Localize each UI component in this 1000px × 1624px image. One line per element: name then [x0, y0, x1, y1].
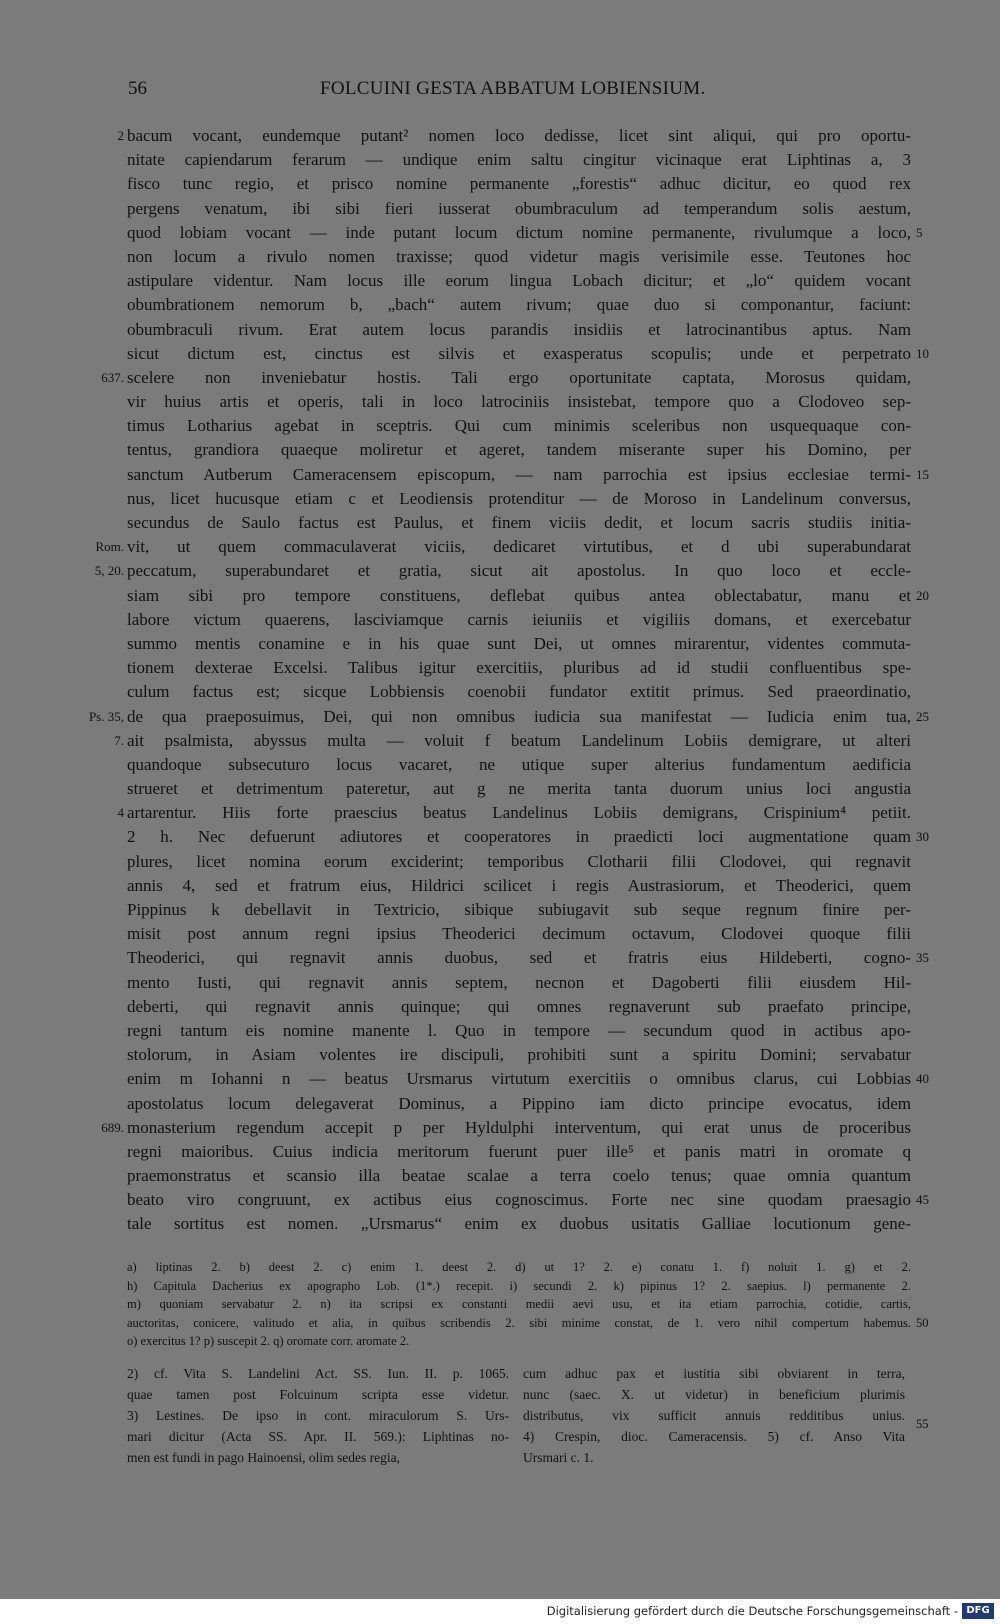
line-text: obumbrationem nemorum b, „bach“ autem rivum; quae duo si componantur, faciunt: [127, 295, 911, 315]
line-text: 2 h. Nec defuerunt adiutores et cooperatores in praedicti loci augmentatione quam [127, 827, 911, 847]
line-text: Pippinus k debellavit in Textricio, sibique subiugavit sub seque regnum finire per- [127, 900, 911, 919]
apparatus-line [0, 1295, 1000, 1314]
text-line [0, 922, 1000, 946]
line-text: Theoderici, qui regnavit annis duobus, sed et fratris eius Hildeberti, cogno- [127, 948, 911, 968]
line-text: apostolatus locum delegaverat Dominus, a Pippino iam dicto principe evocatus, idem [127, 1093, 911, 1113]
footnote-line: cum adhuc pax et iustitia sibi obviarent in terra, [523, 1366, 905, 1381]
margin-reference: 5, 20. [94, 563, 124, 579]
text-line [0, 801, 1000, 825]
page-header [0, 78, 1000, 108]
text-line [0, 342, 1000, 366]
line-number: 30 [916, 829, 929, 845]
dfg-logo: DFG [962, 1603, 994, 1619]
line-text: plures, licet nomina eorum exciderint; temporibus Clotharii filii Clodovei, qui regnavit [127, 851, 911, 871]
text-line [0, 825, 1000, 849]
page-number: 56 [128, 78, 147, 99]
line-text: enim m Iohanni n — beatus Ursmarus virtutum exercitiis o omnibus clarus, cui Lobbias [127, 1069, 911, 1089]
footnote-line: 3) Lestines. De ipso in cont. miraculorum S. Urs- [127, 1408, 509, 1423]
apparatus-line [0, 1277, 1000, 1296]
footnote-line: distributus, vix sufficit annuis redditibus unius. [523, 1408, 905, 1423]
text-line [0, 535, 1000, 559]
text-line [0, 1092, 1000, 1116]
footnote-line: 2) cf. Vita S. Landelini Act. SS. Iun. II. p. 1065. [127, 1366, 509, 1381]
footnote-line: quae tamen post Folcuinum scripta esse videtur. [127, 1387, 509, 1402]
line-text: fisco tunc regio, et prisco nomine permanente „forestis“ adhuc dicitur, eo quod rex [127, 174, 911, 194]
apparatus-text: a) liptinas 2. b) deest 2. c) enim 1. deest 2. d) ut 1? 2. e) conatu 1. f) noluit 1. g) et 2. [127, 1260, 911, 1274]
text-line [0, 656, 1000, 680]
margin-reference: 4 [117, 805, 124, 821]
line-number: 25 [916, 708, 929, 724]
line-text: obumbraculi rivum. Erat autem locus parandis insidiis et latrocinantibus aptus. Nam [127, 319, 911, 339]
digitization-bar [0, 1599, 1000, 1624]
margin-reference: Ps. 35, [88, 708, 124, 724]
text-line [0, 946, 1000, 970]
text-line [0, 366, 1000, 390]
line-text: summo mentis conamine e in his quae sunt Dei, ut omnes mirarentur, videntes commuta- [127, 633, 911, 653]
margin-reference: 7. [114, 732, 124, 748]
footnote-line: men est fundi in pago Hainoensi, olim sedes regia, [127, 1450, 400, 1465]
text-line [0, 898, 1000, 922]
text-line [0, 632, 1000, 656]
footnote-line-number: 55 [916, 1417, 929, 1431]
line-number: 10 [916, 345, 929, 361]
apparatus-line [0, 1332, 1000, 1351]
text-line [0, 995, 1000, 1019]
apparatus-line [0, 1258, 1000, 1277]
footnote-line: nunc (saec. X. ut videtur) in beneficium plurimis [523, 1387, 905, 1402]
line-text: regni maioribus. Cuius indicia meritorum fuerunt puer ille⁵ et panis matri in oromate q [127, 1141, 911, 1161]
line-text: sanctum Autberum Cameracensem episcopum, — nam parrochia est ipsius ecclesiae termi- [127, 464, 911, 484]
text-line [0, 318, 1000, 342]
text-line [0, 777, 1000, 801]
text-line [0, 463, 1000, 487]
critical-apparatus [0, 1258, 1000, 1351]
footnote-line: Ursmari c. 1. [523, 1450, 594, 1465]
line-text: beato viro congruunt, ex actibus eius cognoscimus. Forte nec sine quodam praesagio [127, 1190, 911, 1210]
text-line [0, 1019, 1000, 1043]
line-text: mento Iusti, qui regnavit annis septem, necnon et Dagoberti filii eiusdem Hil- [127, 972, 911, 992]
margin-reference: 2 [117, 128, 124, 143]
apparatus-text: m) quoniam servabatur 2. n) ita scripsi ex constanti medii aevi usu, et ita etiam parrochia, cotidie, cartis, [127, 1297, 911, 1311]
text-line [0, 705, 1000, 729]
text-line [0, 971, 1000, 995]
margin-reference: Rom. [95, 539, 124, 555]
line-number: 50 [916, 1315, 929, 1330]
line-text: tentus, grandiora quaeque moliretur et ageret, tandem miserante super his Domino, per [127, 440, 911, 460]
line-text: astipulare videntur. Nam locus ille eorum lingua Lobach dicitur; et „lo“ quidem vocant [127, 271, 911, 291]
line-text: annis 4, sed et fratrum eius, Hildrici scilicet i regis Austrasiorum, et Theoderici, quem [127, 875, 911, 895]
text-line [0, 293, 1000, 317]
footnote-line: 4) Crespin, dioc. Cameracensis. 5) cf. Anso Vita [523, 1429, 905, 1444]
line-text: deberti, qui regnavit annis quinque; qui omnes regnaverunt sub praefato principe, [127, 996, 911, 1016]
line-number: 5 [916, 224, 923, 240]
text-line [0, 729, 1000, 753]
line-text: ait psalmista, abyssus multa — voluit f beatum Landelinum Lobiis demigrare, ut alteri [127, 730, 911, 750]
text-line [0, 1043, 1000, 1067]
footnotes-right-column [523, 1363, 905, 1468]
line-text: monasterium regendum accepit p per Hyldulphi interventum, qui erat unus de proceribus [127, 1117, 911, 1137]
apparatus-text: auctoritas, conicere, valitudo et alia, in quibus scribendis 2. sibi minime constat, de 1. vero nihil compertum habemus. [127, 1315, 911, 1330]
running-title: FOLCUINI GESTA ABBATUM LOBIENSIUM. [320, 78, 706, 99]
line-text: timus Lotharius agebat in sceptris. Qui cum minimis sceleribus non usquequaque con- [127, 416, 911, 436]
line-number: 40 [916, 1071, 929, 1087]
text-line [0, 559, 1000, 583]
text-line [0, 753, 1000, 777]
line-text: siam sibi pro tempore constituens, deflebat quibus antea oblectabatur, manu et [127, 585, 911, 605]
line-text: nus, licet hucusque etiam c et Leodiensis protenditur — de Moroso in Landelinum conversus, [127, 488, 911, 508]
text-line [0, 1116, 1000, 1140]
line-number: 20 [916, 587, 929, 603]
apparatus-text: o) exercitus 1? p) suscepit 2. q) oromate corr. aromate 2. [127, 1334, 410, 1348]
margin-reference: 637. [101, 369, 124, 385]
text-line [0, 1140, 1000, 1164]
text-line [0, 584, 1000, 608]
apparatus-text: h) Capitula Dacherius ex apographo Lob. (1*.) recepit. i) secundi 2. k) pipinus 1? 2. saepius. l) permanente 2. [127, 1278, 911, 1293]
line-text: bacum vocant, eundemque putant² nomen loco dedisse, licet sint aliqui, qui pro oportu- [127, 126, 911, 145]
line-text: misit post annum regni ipsius Theoderici decimum octavum, Clodovei quoque filii [127, 924, 911, 944]
main-text [0, 124, 1000, 1237]
text-line [0, 124, 1000, 148]
line-text: quod lobiam vocant — inde putant locum dictum nomine permanente, rivulumque a loco, [127, 222, 911, 242]
line-text: culum factus est; sicque Lobbiensis coenobii fundator extitit primus. Sed praeordinatio, [127, 682, 911, 702]
line-number: 15 [916, 466, 929, 482]
text-line [0, 1212, 1000, 1236]
text-line [0, 414, 1000, 438]
line-text: peccatum, superabundaret et gratia, sicut ait apostolus. In quo loco et eccle- [127, 561, 911, 581]
line-text: de qua praeposuimus, Dei, qui non omnibus iudicia sua manifestat — Iudicia enim tua, [127, 706, 911, 726]
apparatus-line [0, 1314, 1000, 1333]
line-text: secundus de Saulo factus est Paulus, et finem viciis dedit, et locum sacris studiis initia- [127, 513, 911, 532]
text-line [0, 874, 1000, 898]
line-text: vir huius artis et operis, tali in loco latrociniis insistebat, tempore quo a Clodoveo sep- [127, 392, 911, 412]
text-line [0, 245, 1000, 269]
line-text: regni tantum eis nomine manente l. Quo in tempore — secundum quod in actibus apo- [127, 1020, 911, 1040]
text-line [0, 269, 1000, 293]
text-line [0, 511, 1000, 535]
line-text: non locum a rivulo nomen traxisse; quod videtur magis verisimile esse. Teutones hoc [127, 246, 911, 266]
text-line [0, 608, 1000, 632]
line-text: labore victum quaerens, lasciviamque carnis ieiuniis et vigiliis domans, et exercebatur [127, 609, 911, 629]
line-text: pergens venatum, ibi sibi fieri iusserat obumbraculum ad temperandum solis aestum, [127, 198, 911, 218]
line-text: scelere non inveniebatur hostis. Tali ergo oportunitate captata, Morosus quidam, [127, 367, 911, 387]
text-line [0, 680, 1000, 704]
line-text: praemonstratus et scansio illa beatae scalae a terra coelo tenus; quae omnia quantum [127, 1166, 911, 1186]
text-line [0, 1164, 1000, 1188]
line-text: vit, ut quem commaculaverat viciis, dedicaret virtutibus, et d ubi superabundarat [127, 537, 911, 557]
line-text: tale sortitus est nomen. „Ursmarus“ enim ex duobus usitatis Galliae locutionum gene- [127, 1214, 911, 1234]
line-text: sicut dictum est, cinctus est silvis et exasperatus scopulis; unde et perpetrato [127, 343, 911, 363]
line-number: 45 [916, 1192, 929, 1208]
text-line [0, 148, 1000, 172]
text-line [0, 1067, 1000, 1091]
text-line [0, 390, 1000, 414]
line-text: artarentur. Hiis forte praescius beatus Landelinus Lobiis demigrans, Crispinium⁴ petiit. [127, 803, 911, 823]
digitization-credit: Digitalisierung gefördert durch die Deutsche Forschungsgemeinschaft - [546, 1604, 958, 1618]
text-line [0, 850, 1000, 874]
text-line [0, 197, 1000, 221]
text-line [0, 172, 1000, 196]
text-line [0, 487, 1000, 511]
footnotes-left-column [127, 1363, 509, 1468]
line-text: tionem dexterae Excelsi. Talibus igitur exercitiis, pluribus ad id studii confluentibus spe- [127, 658, 911, 678]
margin-reference: 689. [101, 1119, 124, 1135]
footnote-line: mari dicitur (Acta SS. Apr. II. 569.): Liphtinas no- [127, 1429, 509, 1444]
line-text: stolorum, in Asiam volentes ire discipuli, prohibiti sunt a spiritu Domini; servabatur [127, 1045, 911, 1065]
line-text: strueret et detrimentum pateretur, aut g ne merita tanta duorum unius loci angustia [127, 779, 911, 799]
text-line [0, 1188, 1000, 1212]
text-line [0, 438, 1000, 462]
line-text: nitate capiendarum ferarum — undique enim saltu cingitur vicinaque erat Liphtinas a, 3 [127, 150, 911, 170]
text-line [0, 221, 1000, 245]
line-number: 35 [916, 950, 929, 966]
line-text: quandoque subsecuturo locus vacaret, ne utique super alterius fundamentum aedificia [127, 754, 911, 774]
